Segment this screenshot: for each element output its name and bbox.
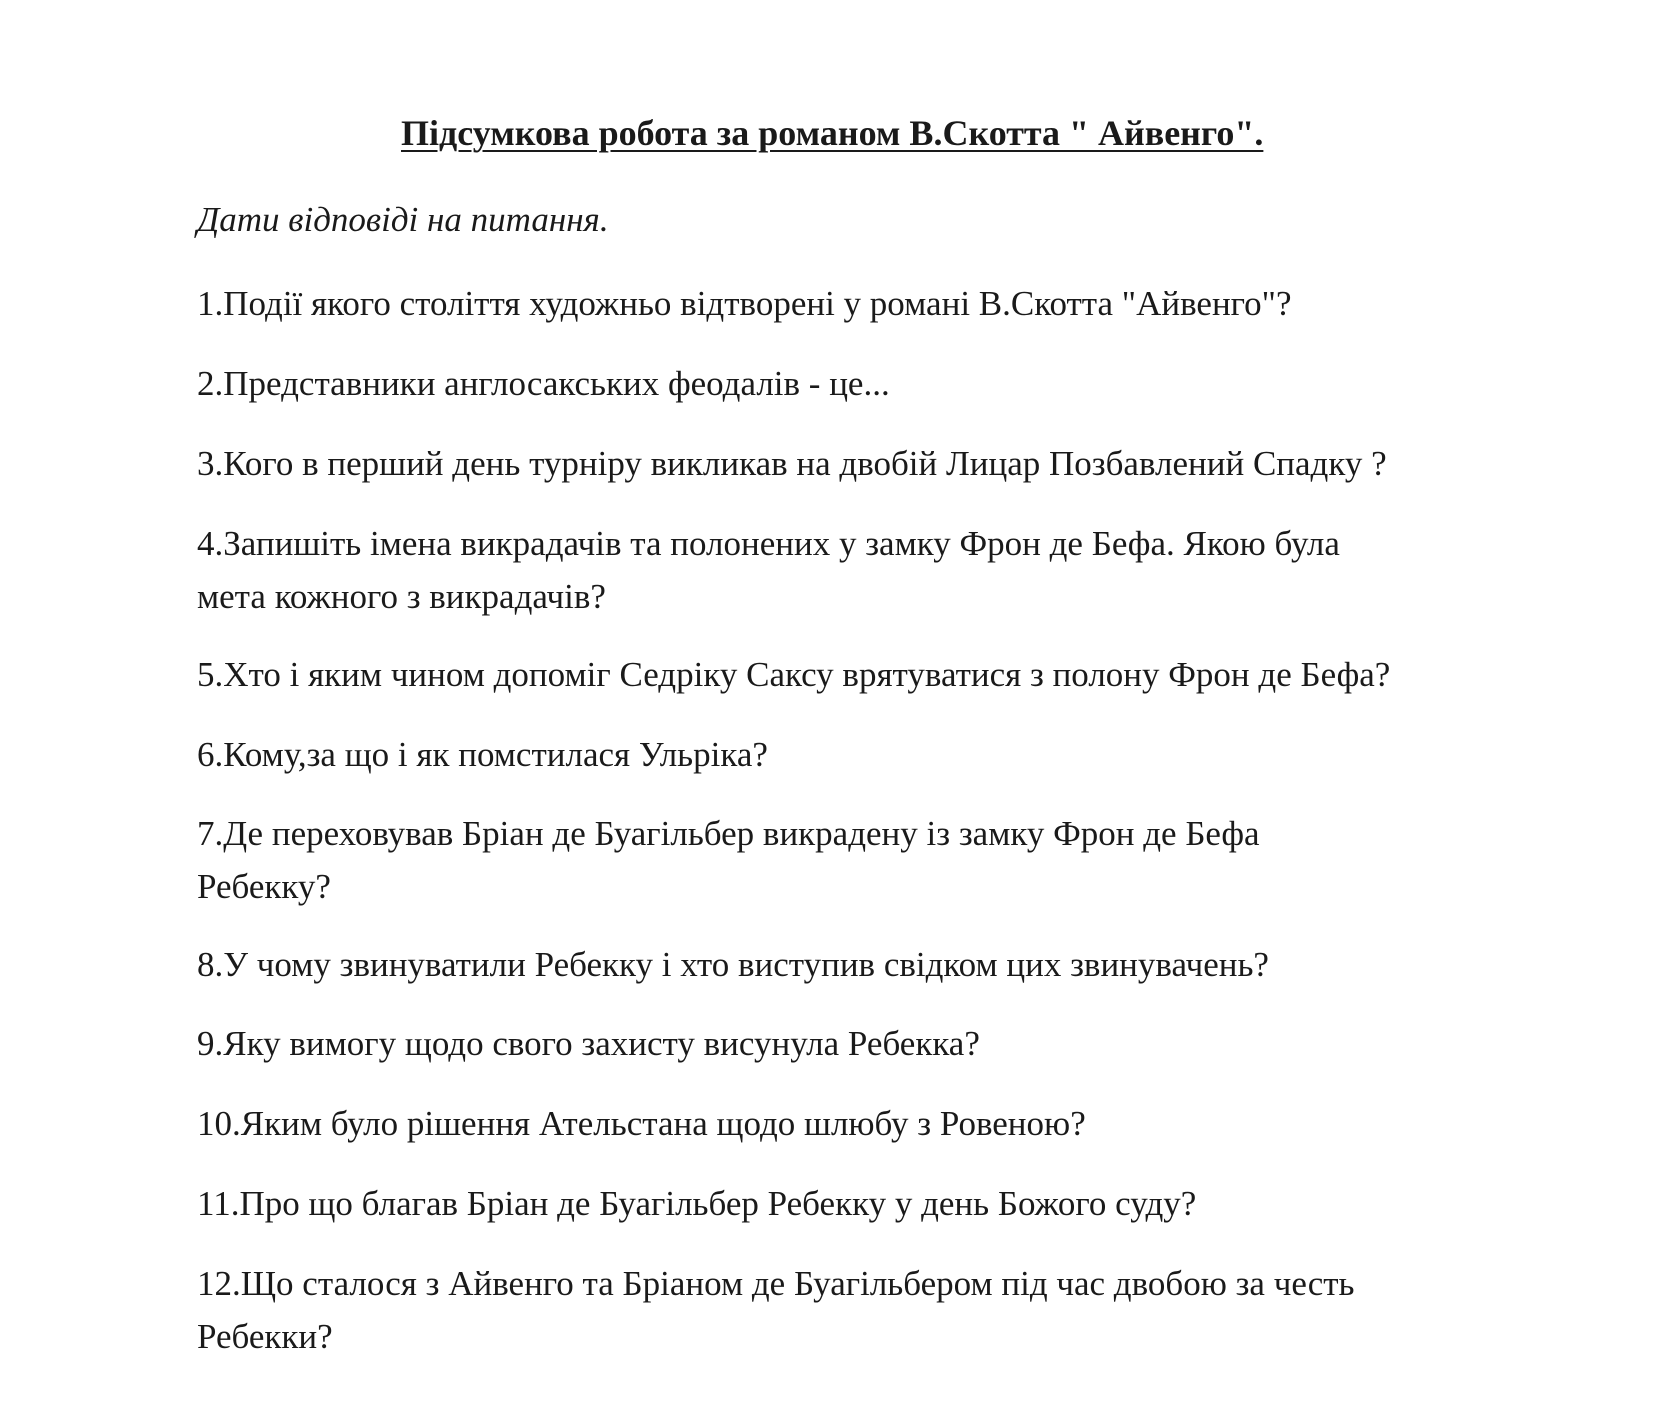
document-title: Підсумкова робота за романом В.Скотта " Айвенго". bbox=[401, 113, 1264, 153]
question-3-text: 3.Кого в перший день турніру викликав на двобій Лицар Позбавлений Спадку ? bbox=[197, 444, 1387, 483]
question-7 bbox=[197, 807, 1260, 913]
question-12 bbox=[197, 1257, 1355, 1363]
question-8 bbox=[197, 938, 1269, 991]
question-10 bbox=[197, 1097, 1086, 1150]
question-2 bbox=[197, 357, 890, 410]
instruction-text: Дати відповіді на питання. bbox=[197, 200, 609, 239]
question-11 bbox=[197, 1177, 1196, 1230]
question-10-text: 10.Яким було рішення Ательстана щодо шлюбу з Ровеною? bbox=[197, 1104, 1086, 1143]
question-9 bbox=[197, 1017, 980, 1070]
question-1 bbox=[197, 277, 1292, 330]
question-3 bbox=[197, 437, 1387, 490]
question-9-text: 9.Яку вимогу щодо свого захисту висунула Ребекка? bbox=[197, 1024, 980, 1063]
question-7-text-line-1: 7.Де переховував Бріан де Буагільбер викрадену із замку Фрон де Бефа bbox=[197, 814, 1260, 853]
question-11-text: 11.Про що благав Бріан де Буагільбер Ребекку у день Божого суду? bbox=[197, 1184, 1197, 1223]
question-6 bbox=[197, 728, 768, 781]
question-12-text-line-1: 12.Що сталося з Айвенго та Бріаном де Буагільбером під час двобою за честь bbox=[197, 1264, 1355, 1303]
question-4 bbox=[197, 517, 1340, 623]
question-5-text: 5.Хто і яким чином допоміг Седріку Саксу врятуватися з полону Фрон де Бефа? bbox=[197, 655, 1391, 694]
question-4-text-line-1: 4.Запишіть імена викрадачів та полонених у замку Фрон де Бефа. Якою була bbox=[197, 524, 1340, 563]
question-8-text: 8.У чому звинуватили Ребекку і хто виступив свідком цих звинувачень? bbox=[197, 945, 1269, 984]
question-12-text-line-2: Ребекки? bbox=[197, 1317, 333, 1356]
question-6-text: 6.Кому,за що і як помстилася Ульріка? bbox=[197, 735, 768, 774]
question-7-text-line-2: Ребекку? bbox=[197, 867, 331, 906]
question-2-text: 2.Представники англосакських феодалів - це... bbox=[197, 364, 890, 403]
question-4-text-line-2: мета кожного з викрадачів? bbox=[197, 577, 606, 616]
question-1-text: 1.Події якого століття художньо відтворені у романі В.Скотта "Айвенго"? bbox=[197, 284, 1292, 323]
question-5 bbox=[197, 648, 1390, 701]
